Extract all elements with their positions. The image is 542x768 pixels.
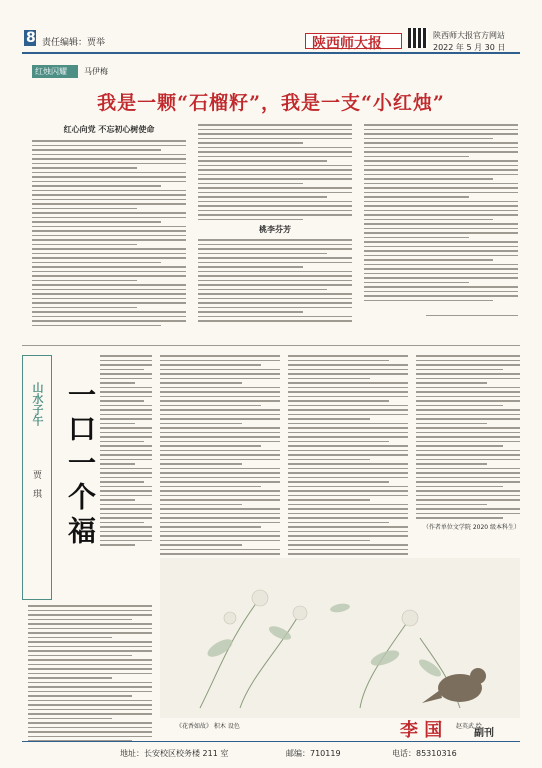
artwork-caption-right: 赵英武 绘 (456, 723, 482, 730)
flower-painting (160, 558, 520, 718)
artwork (160, 558, 520, 718)
essay-column-label: 山水子午 (31, 382, 44, 426)
logo-text: 陕西师大报 (312, 36, 382, 52)
section-divider (22, 345, 520, 346)
masthead-rule (22, 52, 520, 54)
essay-title: 一口一个福 (64, 380, 97, 550)
column-tag-label: 红烛闪耀 (35, 67, 67, 76)
feature-column-3 (364, 124, 518, 339)
artwork-caption-left: 《花香如故》 积木 设色 (176, 723, 240, 730)
essay-byline: （作者单位文学院 2020 级本科生） (422, 523, 520, 531)
feature-headline: 我是一颗“石榴籽”，我是一支“小红烛” (97, 92, 445, 114)
footer-rule (22, 741, 520, 742)
essay-column-2 (28, 605, 152, 745)
essay-column-5 (416, 355, 520, 531)
footer-postcode: 邮编：710119 (286, 749, 341, 758)
feature-headline-wrap (40, 88, 502, 115)
column-tag-author: 马伊梅 (84, 67, 108, 76)
page-number: 8 (26, 30, 36, 46)
essay-column-1 (100, 355, 152, 549)
footer-phone: 电话：85310316 (392, 749, 457, 758)
feature-column-2 (198, 124, 352, 339)
section-editor: 责任编辑：贾举 (42, 38, 106, 48)
artwork-label: 副刊 (474, 728, 494, 739)
feature-note (364, 304, 518, 323)
publisher-label: 陕西师大报官方网站 (433, 31, 505, 40)
feature-column-1 (32, 124, 186, 339)
qr-code-icon (408, 28, 428, 48)
masthead (0, 0, 542, 56)
issue-date: 2022 年 5 月 30 日 (433, 43, 506, 52)
feature-subhead-2: 桃李芬芳 (259, 225, 291, 234)
essay-author: 贾 琪 (31, 470, 41, 498)
artwork-artist: 李 国 (400, 720, 443, 741)
footer-address: 地址：长安校区校务楼 211 室 (120, 749, 229, 758)
feature-subhead-1: 红心向党 不忘初心树使命 (63, 125, 155, 134)
